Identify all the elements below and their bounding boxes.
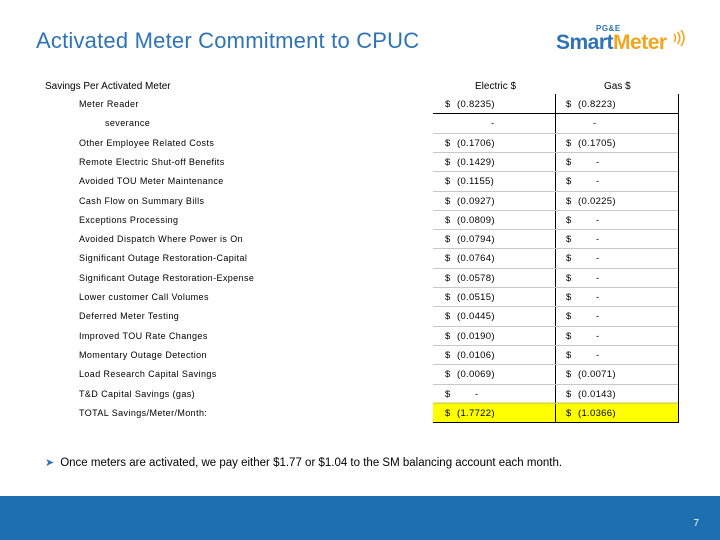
cell-value: (0.0071) [578,369,616,380]
cell-value: - [596,234,600,245]
row-label: Meter Reader [79,99,139,109]
dollar-sign: $ [566,311,572,322]
dollar-sign: $ [445,176,451,187]
row-separator [433,210,678,211]
electric-value [445,331,495,342]
cell-value: - [596,292,600,303]
row-separator [433,364,678,365]
row-label: Remote Electric Shut-off Benefits [79,156,225,167]
electric-value [445,215,495,226]
row-separator [433,133,678,134]
electric-value [445,138,495,149]
table-header-label: Savings Per Activated Meter [45,81,171,92]
row-label: Cash Flow on Summary Bills [79,195,205,206]
dollar-sign: $ [445,292,451,303]
dollar-sign: $ [566,253,572,264]
row-label: T&D Capital Savings (gas) [79,388,196,399]
row-label: Avoided Dispatch Where Power is On [79,234,244,245]
electric-value [445,350,495,361]
gas-value [566,311,599,322]
row-separator [433,287,678,288]
row-label: Lower customer Call Volumes [79,292,209,302]
row-label: Improved TOU Rate Changes [79,330,208,341]
dollar-sign: $ [566,273,572,284]
cell-value: (0.0927) [457,196,495,207]
summary-note [45,456,562,469]
gas-value [566,350,599,361]
dollar-sign: $ [445,157,451,168]
gas-value [566,157,599,168]
cell-value: (0.1705) [578,138,616,149]
row-separator [433,191,678,192]
column-divider [555,94,556,422]
row-separator [433,345,678,346]
row-separator [433,113,678,114]
cell-value: (0.0515) [457,292,495,303]
pge-smartmeter-logo [556,24,686,58]
dollar-sign: $ [566,408,572,419]
cell-value: - [596,253,600,264]
gas-value [566,408,616,419]
cell-value: (1.7722) [457,408,495,419]
signal-waves-icon [672,30,686,46]
gas-value [566,176,599,187]
gas-value [566,138,616,149]
gas-value [566,99,616,110]
table-header-gas: Gas $ [604,81,631,92]
cell-value: - [596,350,600,361]
dollar-sign: $ [445,273,451,284]
row-separator [433,152,678,153]
row-label: TOTAL Savings/Meter/Month: [79,407,208,418]
dollar-sign: $ [445,253,451,264]
cell-value: - [596,215,600,226]
dollar-sign: $ [445,408,451,419]
electric-value [445,234,495,245]
electric-value [445,273,495,284]
dollar-sign: $ [445,99,451,110]
gas-value [566,234,599,245]
dollar-sign: $ [566,215,572,226]
arrow-bullet-icon: ➤ [45,457,55,469]
cell-value: (0.0106) [457,350,495,361]
dollar-sign: $ [566,369,572,380]
electric-value [445,292,495,303]
cell-value: (0.0143) [578,389,616,400]
row-label: Significant Outage Restoration-Expense [79,272,255,283]
row-separator [433,248,678,249]
logo-pge-text: PG&E [596,24,621,33]
logo-wordmark: SmartMeter [556,31,667,54]
gas-value [566,273,599,284]
dollar-sign: $ [566,331,572,342]
cell-value: (0.8235) [457,99,495,110]
cell-value: (0.1155) [457,176,495,187]
cell-value: (0.1706) [457,138,495,149]
gas-value [566,215,599,226]
cell-value: (0.0809) [457,215,495,226]
dollar-sign: $ [445,331,451,342]
dollar-sign: $ [445,138,451,149]
dollar-sign: $ [566,176,572,187]
cell-value: - [596,311,600,322]
dollar-sign: $ [566,157,572,168]
gas-value [566,292,599,303]
row-label: Exceptions Processing [79,214,179,225]
row-separator [433,268,678,269]
gas-value [566,253,599,264]
gas-value [566,389,616,400]
table-header-electric: Electric $ [475,81,517,92]
dollar-sign: $ [566,99,572,110]
footer-bar [0,496,720,540]
dollar-sign: $ [445,196,451,207]
dollar-sign: $ [566,138,572,149]
dollar-sign: $ [566,389,572,400]
row-separator [433,384,678,385]
dollar-sign: $ [445,215,451,226]
cell-value: (0.0069) [457,369,495,380]
dollar-sign: $ [445,369,451,380]
electric-value [445,408,495,419]
dollar-sign: $ [566,350,572,361]
gas-value [566,196,616,207]
electric-value [445,311,495,322]
electric-value [445,196,495,207]
row-label: Other Employee Related Costs [79,137,215,148]
cell-value: - [596,157,600,168]
dollar-sign: $ [445,350,451,361]
dollar-sign: $ [445,311,451,322]
gas-value [566,369,616,380]
row-separator [433,171,678,172]
cell-value: (1.0366) [578,408,616,419]
cell-value: - [475,389,479,400]
cell-value: (0.0578) [457,273,495,284]
row-separator [433,229,678,230]
slide-title: Activated Meter Commitment to CPUC [36,28,420,53]
dollar-sign: $ [445,234,451,245]
row-separator [433,326,678,327]
electric-value [445,176,494,187]
dollar-sign: $ [566,292,572,303]
cell-value: (0.8223) [578,99,616,110]
row-label: Momentary Outage Detection [79,349,207,360]
cell-value: (0.0225) [578,196,616,207]
electric-value [445,99,495,110]
cell-value: (0.0445) [457,311,495,322]
dollar-sign: $ [445,389,451,400]
gas-value: - [593,118,597,129]
row-label: Avoided TOU Meter Maintenance [79,176,224,187]
electric-value [445,157,495,168]
cell-value: (0.0190) [457,331,495,342]
electric-value [445,369,495,380]
cell-value: (0.0764) [457,253,495,264]
electric-value [445,389,478,400]
gas-value [566,331,599,342]
savings-table [433,94,679,423]
dollar-sign: $ [566,196,572,207]
cell-value: (0.1429) [457,157,495,168]
electric-value [445,253,495,264]
electric-value: - [491,118,495,129]
cell-value: (0.0794) [457,234,495,245]
cell-value: - [596,176,600,187]
cell-value: - [596,273,600,284]
row-label: Significant Outage Restoration-Capital [79,253,248,264]
dollar-sign: $ [566,234,572,245]
page-number: 7 [693,518,699,529]
row-separator [433,403,678,404]
row-separator [433,306,678,307]
summary-note-text: Once meters are activated, we pay either $1.77 or $1.04 to the SM balancing account each month. [60,457,563,469]
cell-value: - [596,331,600,342]
row-label: Load Research Capital Savings [79,369,217,380]
row-label: severance [105,118,151,129]
row-label: Deferred Meter Testing [79,311,180,322]
